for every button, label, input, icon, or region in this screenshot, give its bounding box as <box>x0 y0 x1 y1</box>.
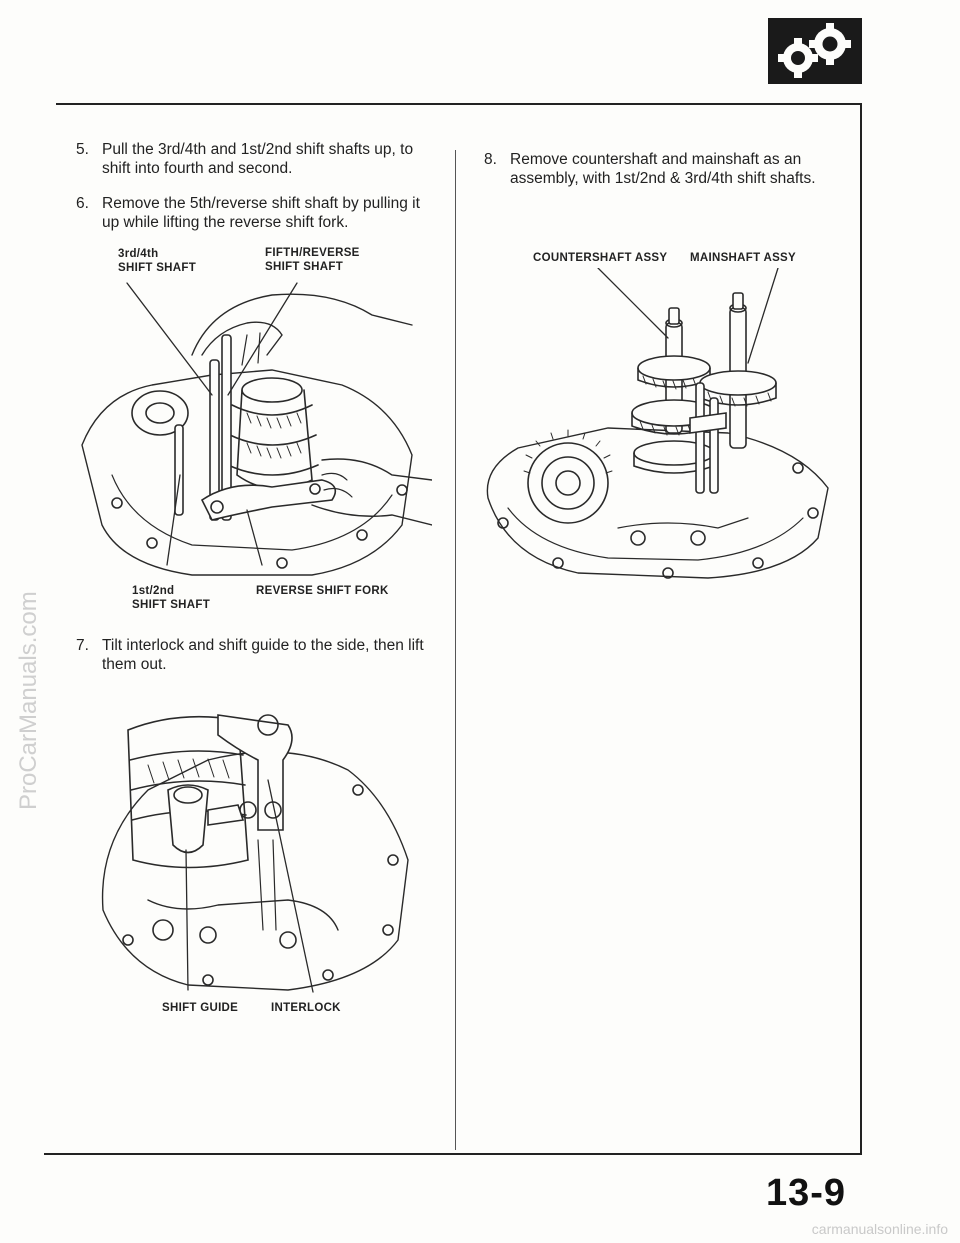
label-reverse-shift-fork: REVERSE SHIFT FORK <box>256 585 389 597</box>
label-3rd4th-shift-shaft: 3rd/4th SHIFT SHAFT <box>118 248 197 274</box>
section-badge <box>768 18 862 84</box>
step-7 <box>76 636 436 676</box>
bottom-watermark: carmanualsonline.info <box>811 1221 948 1237</box>
bottom-rule <box>44 1153 862 1155</box>
step-number: 8. <box>484 151 497 168</box>
label-1st2nd-shift-shaft: 1st/2nd SHIFT SHAFT <box>132 585 211 611</box>
page-number: 13-9 <box>766 1172 847 1214</box>
gear-icon <box>768 18 862 84</box>
label-countershaft-assy: COUNTERSHAFT ASSY <box>533 252 668 264</box>
top-rule <box>56 103 862 105</box>
figure-interlock-shift-guide <box>88 700 418 995</box>
step-text: Tilt interlock and shift guide to the side, then lift them out. <box>102 637 424 673</box>
figure-countershaft-mainshaft <box>468 268 840 590</box>
label-fifth-reverse-shift-shaft: FIFTH/REVERSE SHIFT SHAFT <box>265 247 360 273</box>
label-interlock: INTERLOCK <box>271 1002 341 1014</box>
step-5 <box>76 140 436 180</box>
right-border <box>860 103 862 1155</box>
step-text: Remove countershaft and mainshaft as an assembly, with 1st/2nd & 3rd/4th shift shafts. <box>510 151 816 187</box>
step-text: Remove the 5th/reverse shift shaft by pulling it up while lifting the reverse shift fork. <box>102 195 420 231</box>
step-text: Pull the 3rd/4th and 1st/2nd shift shafts up, to shift into fourth and second. <box>102 141 414 177</box>
side-watermark-text: ProCarManuals.com <box>15 591 42 810</box>
label-shift-guide: SHIFT GUIDE <box>162 1002 239 1014</box>
step-8 <box>484 150 844 190</box>
step-number: 5. <box>76 141 89 158</box>
label-mainshaft-assy: MAINSHAFT ASSY <box>690 252 796 264</box>
step-number: 7. <box>76 637 89 654</box>
figure-shift-shafts <box>72 275 432 585</box>
side-watermark <box>4 500 50 820</box>
step-number: 6. <box>76 195 89 212</box>
column-divider <box>455 150 456 1150</box>
step-6 <box>76 194 436 234</box>
